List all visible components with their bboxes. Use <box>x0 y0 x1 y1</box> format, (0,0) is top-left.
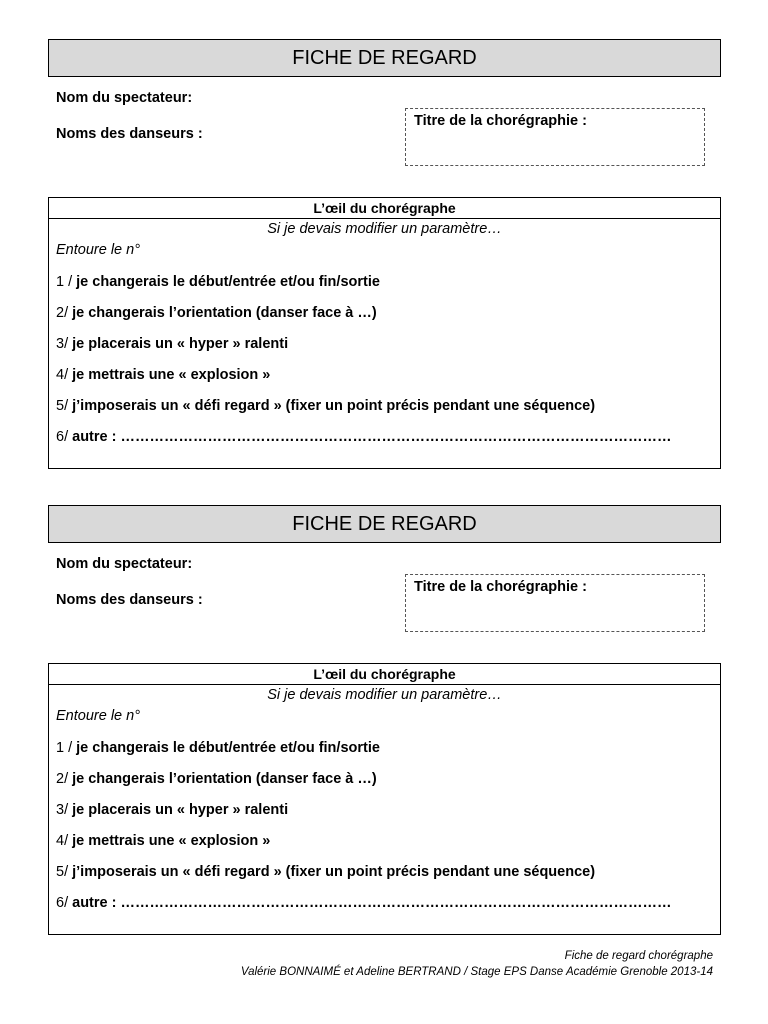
choreographer-eye-panel <box>48 197 721 469</box>
option-item[interactable] <box>56 893 720 924</box>
page-title: FICHE DE REGARD <box>48 505 721 543</box>
panel-subheading: Si je devais modifier un paramètre… <box>267 687 502 703</box>
dancers-names-label: Noms des danseurs : <box>56 592 203 608</box>
options-list <box>56 272 720 458</box>
footer-line-1: Fiche de regard chorégraphe <box>564 950 713 962</box>
option-text: j’imposerais un « défi regard » (fixer un point précis pendant une séquence) <box>72 398 596 414</box>
option-text: autre : …………………………………………………………………………………………………… <box>72 895 672 911</box>
option-text: je placerais un « hyper » ralenti <box>72 336 289 352</box>
panel-subheading: Si je devais modifier un paramètre… <box>267 221 502 237</box>
option-number: 5/ <box>56 398 73 414</box>
option-item[interactable] <box>56 303 720 334</box>
options-list <box>56 738 720 924</box>
option-item[interactable] <box>56 427 720 458</box>
choreography-title-label: Titre de la chorégraphie : <box>414 579 587 595</box>
option-item[interactable] <box>56 800 720 831</box>
option-text: je changerais le début/entrée et/ou fin/sortie <box>76 274 380 290</box>
option-number: 2/ <box>56 771 73 787</box>
option-item[interactable] <box>56 334 720 365</box>
option-item[interactable] <box>56 365 720 396</box>
footer <box>241 948 713 980</box>
choreography-title-box <box>405 108 705 166</box>
option-number: 3/ <box>56 802 73 818</box>
option-text: je changerais l’orientation (danser face à …) <box>72 771 377 787</box>
option-item[interactable] <box>56 738 720 769</box>
option-number: 1 / <box>56 740 77 756</box>
option-number: 2/ <box>56 305 73 321</box>
choreography-title-box <box>405 574 705 632</box>
sheet-2 <box>0 466 768 932</box>
panel-heading: L’œil du chorégraphe <box>49 664 720 685</box>
choreography-title-label: Titre de la chorégraphie : <box>414 113 587 129</box>
panel-hint: Entoure le n° <box>56 242 140 258</box>
option-text: je changerais l’orientation (danser face à …) <box>72 305 377 321</box>
option-text: je placerais un « hyper » ralenti <box>72 802 289 818</box>
option-number: 4/ <box>56 833 73 849</box>
spectator-name-label: Nom du spectateur: <box>56 556 193 572</box>
option-number: 4/ <box>56 367 73 383</box>
footer-line-2: Valérie BONNAIMÉ et Adeline BERTRAND / Stage EPS Danse Académie Grenoble 2013-14 <box>240 966 713 978</box>
panel-hint: Entoure le n° <box>56 708 140 724</box>
dancers-names-label: Noms des danseurs : <box>56 126 203 142</box>
option-item[interactable] <box>56 396 720 427</box>
option-item[interactable] <box>56 272 720 303</box>
panel-heading: L’œil du chorégraphe <box>49 198 720 219</box>
option-text: autre : …………………………………………………………………………………………………… <box>72 429 672 445</box>
option-item[interactable] <box>56 769 720 800</box>
option-number: 1 / <box>56 274 77 290</box>
page-title: FICHE DE REGARD <box>48 39 721 77</box>
option-number: 6/ <box>56 429 73 445</box>
option-item[interactable] <box>56 831 720 862</box>
sheet-1 <box>0 0 768 466</box>
option-number: 5/ <box>56 864 73 880</box>
spectator-name-label: Nom du spectateur: <box>56 90 193 106</box>
choreographer-eye-panel <box>48 663 721 935</box>
option-text: je changerais le début/entrée et/ou fin/sortie <box>76 740 380 756</box>
option-text: j’imposerais un « défi regard » (fixer un point précis pendant une séquence) <box>72 864 596 880</box>
option-number: 3/ <box>56 336 73 352</box>
option-item[interactable] <box>56 862 720 893</box>
option-text: je mettrais une « explosion » <box>72 833 271 849</box>
option-number: 6/ <box>56 895 73 911</box>
option-text: je mettrais une « explosion » <box>72 367 271 383</box>
